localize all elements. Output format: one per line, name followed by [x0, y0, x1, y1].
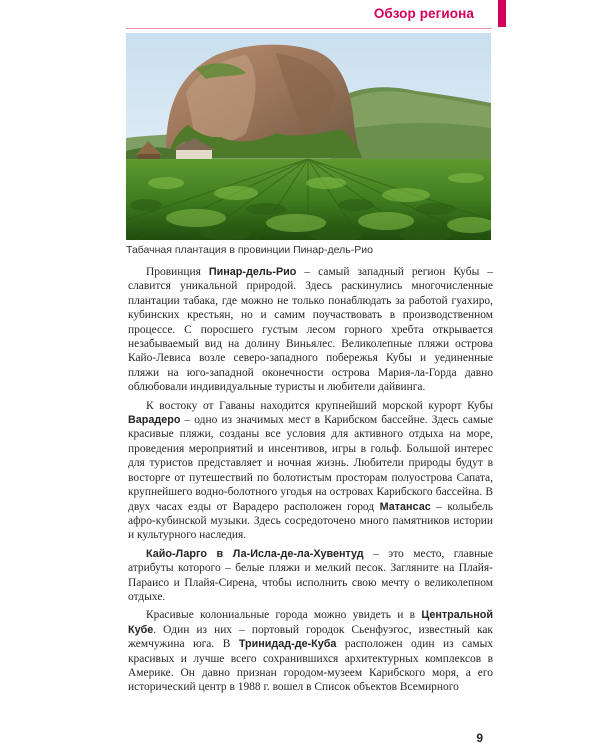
paragraph-pinar-del-rio: Провинция Пинар-дель-Рио – самый западный регион Кубы – славится уникальной природой. Здесь раскинулись многочисленные плантации табака, где можно не только понаблюдать за работой гуахиро, кубинских крестьян, но и самим поучаствовать в производственном процессе. С поросшего густым лесом горного хребта открывается незабываемый вид на долину Виньялес. Великолепные пляжи острова Кайо-Левиса возле северо-западного побережья Кубы и уединенные пляжи на юго-западной оконечности острова Мария-ла-Горда давно облюбовали индивидуальные туристы и любители дайвинга. [128, 266, 493, 394]
section-header-title: Обзор региона [373, 6, 474, 21]
section-color-tab [498, 0, 506, 27]
paragraph-central-cuba: Красивые колониальные города можно увидеть и в Центральной Кубе. Один из них – портовый городок Сьенфуэгос, известный как жемчужина юга. В Тринидад-де-Куба расположен один из самых красивых и лучше всего сохранившихся архитектурных комплексов в Америке. Он давно признан городом-музеем Карибского моря, а его исторический центр в 1988 г. вошел в Список объектов Всемирного [128, 609, 493, 694]
page-number: 9 [476, 731, 483, 745]
keyword-trinidad: Тринидад-де-Куба [238, 638, 337, 651]
tobacco-plantation-photo [126, 33, 491, 240]
keyword-central-cuba: Центральной Кубе [128, 609, 493, 636]
photo-caption: Табачная плантация в провинции Пинар-дель-Рио [126, 244, 373, 256]
paragraph-varadero: К востоку от Гаваны находится крупнейший морской курорт Кубы Варадеро – одно из значимых мест в Карибском бассейне. Здесь самые красивые пляжи, созданы все условия для активного отдыха на море, проведения мероприятий и инсентивов, игры в гольф. Большой интерес для туристов представляет и ночная жизнь. Любители природы будут в восторге от путешествий по болотистым просторам полуострова Сапата, крупнейшего водно-болотного угодья на островах Карибского бассейна. В двух часах езды от Варадеро расположен город Матансас – колыбель афро-кубинской музыки. Здесь сосредоточено много памятников истории и культурного наследия. [128, 399, 493, 542]
keyword-pinar-del-rio: Пинар-дель-Рио [208, 266, 297, 278]
article-body [128, 265, 493, 699]
keyword-matanzas: Матансас [379, 500, 431, 513]
header-rule [126, 28, 492, 29]
paragraph-cayo-largo: Кайо-Ларго в Ла-Исла-де-ла-Хувентуд – это место, главные атрибуты которого – белые пляжи и мелкий песок. Загляните на Плайя-Параисо и Плайя-Сирена, чтобы исполнить свою мечту о великолепном отдыхе. [128, 547, 493, 603]
keyword-cayo-largo: Кайо-Ларго в Ла-Исла-де-ла-Хувентуд [146, 547, 364, 560]
keyword-varadero: Варадеро [128, 414, 181, 427]
